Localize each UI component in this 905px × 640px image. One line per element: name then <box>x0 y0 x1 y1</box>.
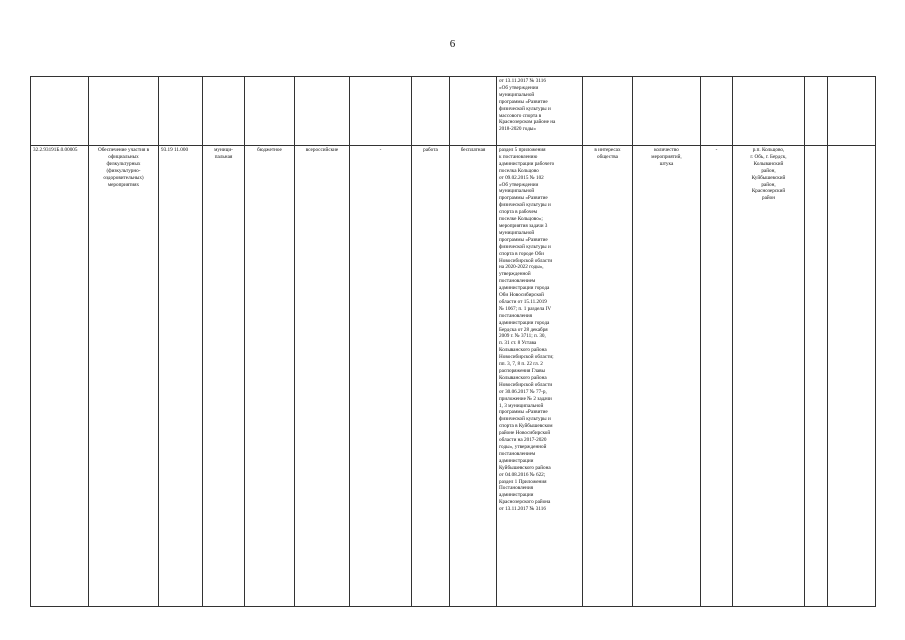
legal-basis: раздел 5 приложения к постановлению администрации рабочего поселка Кольцово от 09.02.2015 № 102 «Об утверждении муниципальной программы «Развитие физической культуры и спорта в рабочем поселке Кольцово»; мероприятия задачи 3 муниципальной программы «Развитие физической культуры и спорта в городе Оби Новосибирской области на 2020-2022 годы», утвержденной постановлением администрации города Оби Новосибирской области от 15.11.2019 № 1067; п. 1 раздела IV постановления администрации города Бердска от 28 декабря 2009 г. № 3711; п. 30, п. 31 ст. 8 Устава Колыванского района Новосибирской области; пп. 3, 7, 8 п. 22 гл. 2 распоряжения Главы Колыванского района Новосибирской области от 30.06.2017 № 77-р, приложение № 2 задачи 1, 3 муниципальной программы «Развитие физической культуры и спорта в Куйбышевском районе Новосибирской области на 2017-2020 годы», утвержденной постановлением администрации Куйбышевского района от 04.08.2016 № 622; раздел 1 Приложения Постановления администрации Краснозерского района от 13.11.2017 № 3116 <box>497 146 583 607</box>
legal-basis-continuation: от 13.11.2017 № 3116 «Об утверждении муниципальной программы «Развитие физической культуры и массового спорта в Краснозерском районе на 2018-2020 годы» <box>497 77 583 146</box>
territories: р.п. Кольцово, г. Обь, г. Бердск, Колыванский район, Куйбышевский район, Краснозерский район <box>733 146 805 607</box>
service-name: Обеспечение участия в официальных физкультурных (физкультурно-оздоровительных) мероприятиях <box>89 146 159 607</box>
volume-indicator: количество мероприятий, штука <box>633 146 701 607</box>
institution-type: бюджетное <box>245 146 295 607</box>
service-level: муници- пальная <box>203 146 245 607</box>
empty-dash: - <box>701 146 733 607</box>
event-level: всероссийские <box>295 146 350 607</box>
registry-code: 32.2.93191Б.0.00005 <box>31 146 89 607</box>
table-row <box>31 77 876 146</box>
payment-type: бесплатная <box>450 146 497 607</box>
empty-dash: - <box>350 146 412 607</box>
services-table <box>30 76 876 607</box>
consumer-category: в интересах общества <box>583 146 633 607</box>
okved-code: 93.19 11.000 <box>159 146 203 607</box>
page-number: 6 <box>449 38 456 50</box>
table-row <box>31 146 876 607</box>
service-kind: работа <box>412 146 450 607</box>
